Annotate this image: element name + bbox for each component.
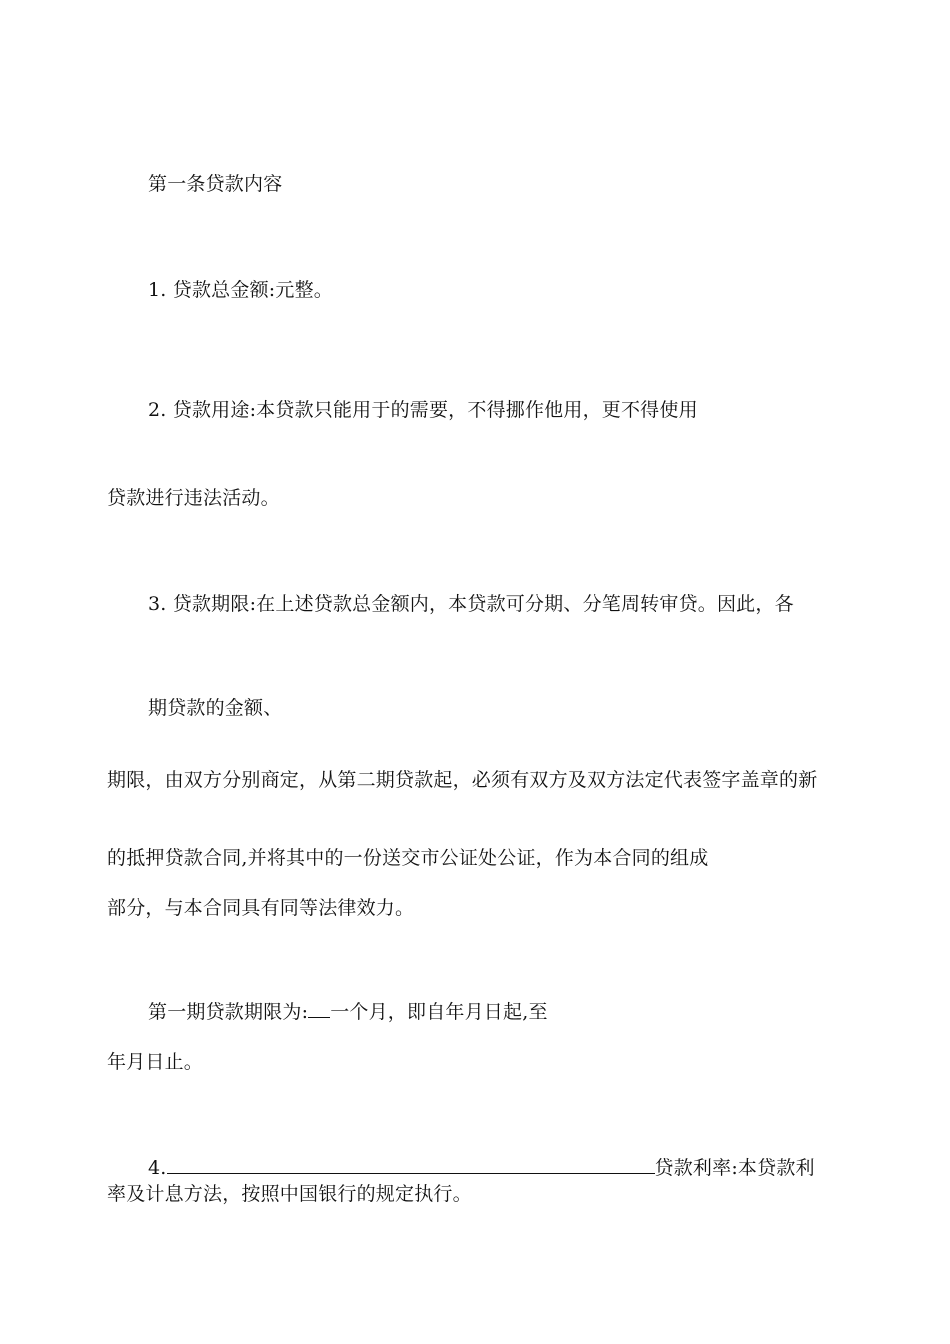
blank-underline [308,1001,330,1018]
clause-item-3-line-2: 期贷款的金额、 [148,697,283,719]
clause-item-2-line-2: 贷款进行违法活动。 [107,487,280,509]
item-4-number: 4. [148,1157,167,1179]
item-4-text: 贷款利率:本贷款利 [654,1157,815,1179]
clause-item-4-line-1 [148,1156,815,1180]
clause-item-3-line-4: 的抵押贷款合同,并将其中的一份送交市公证处公证，作为本合同的组成 [107,847,709,869]
blank-underline [167,1157,655,1174]
first-period-text: 一个月，即自年月日起,至 [330,1001,548,1023]
first-period-line-1 [148,1000,548,1024]
clause-item-3-line-3: 期限，由双方分别商定，从第二期贷款起，必须有双方及双方法定代表签字盖章的新 [107,769,818,791]
clause-item-3-line-5: 部分，与本合同具有同等法律效力。 [107,897,415,919]
section-title: 第一条贷款内容 [148,173,283,195]
clause-item-4-line-2: 率及计息方法，按照中国银行的规定执行。 [107,1183,472,1205]
first-period-label: 第一期贷款期限为: [148,1001,309,1023]
first-period-line-2: 年月日止。 [107,1051,204,1073]
clause-item-2-line-1: 2. 贷款用途:本贷款只能用于的需要，不得挪作他用，更不得使用 [148,399,698,421]
clause-item-1: 1. 贷款总金额:元整。 [148,279,333,301]
clause-item-3-line-1: 3. 贷款期限:在上述贷款总金额内，本贷款可分期、分笔周转审贷。因此，各 [148,593,794,615]
